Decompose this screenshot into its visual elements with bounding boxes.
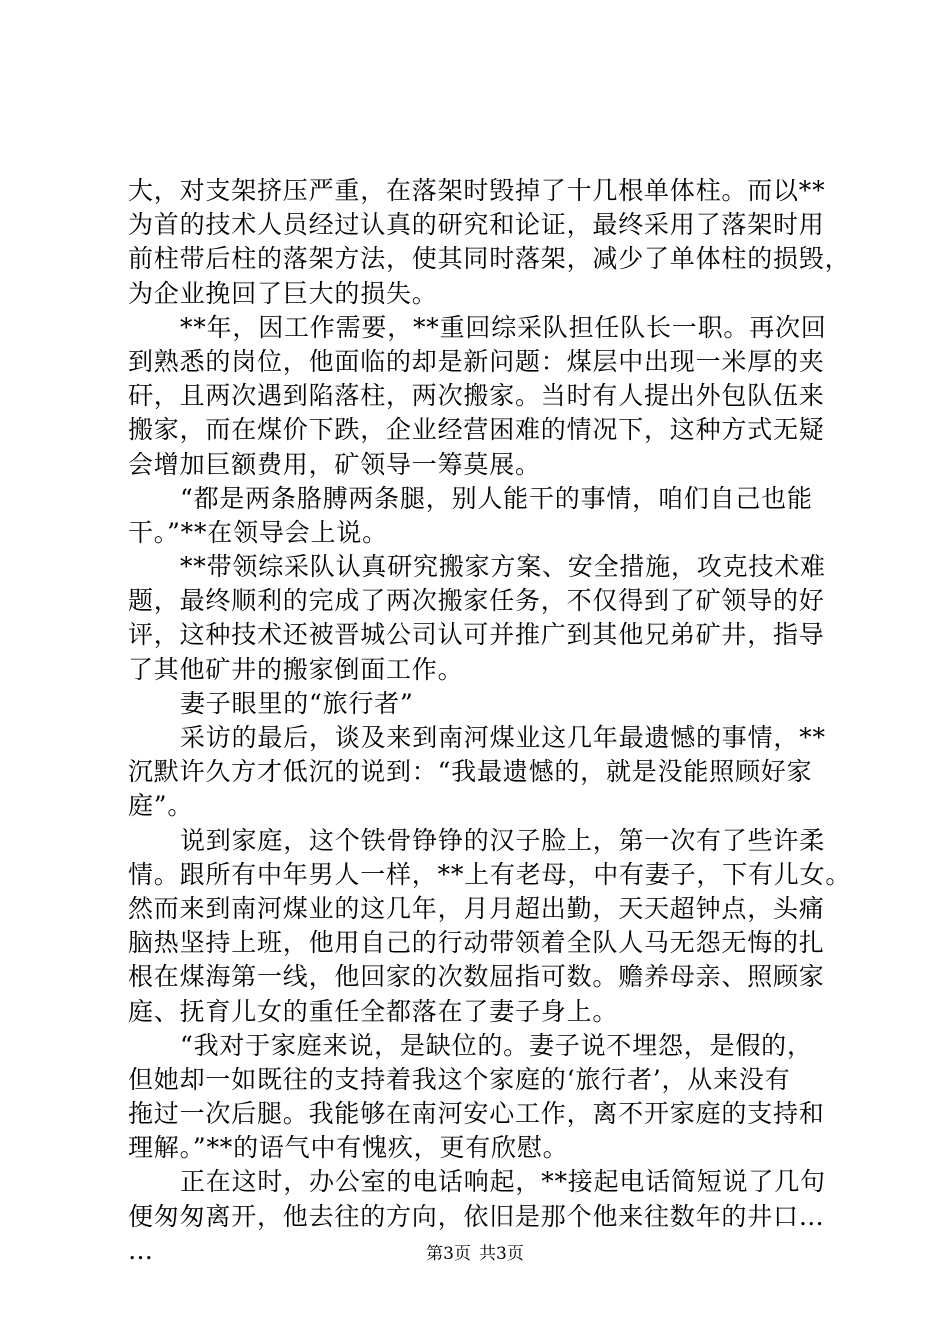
text-line: 然而来到南河煤业的这几年，月月超出勤，天天超钟点，头痛 — [128, 893, 825, 923]
text-line: 庭、抚育儿女的重任全都落在了妻子身上。 — [128, 996, 619, 1026]
text-line: 大，对支架挤压严重，在落架时毁掉了十几根单体柱。而以** — [128, 176, 826, 205]
text-line: 情。跟所有中年男人一样，**上有老母，中有妻子，下有儿女。 — [128, 859, 852, 889]
text-line: 会增加巨额费用，矿领导一筹莫展。 — [128, 449, 541, 479]
document-body — [128, 174, 852, 1268]
page-footer — [0, 1243, 950, 1265]
text-line: 了其他矿井的搬家倒面工作。 — [128, 654, 464, 684]
text-line: 前柱带后柱的落架方法，使其同时落架，减少了单体柱的损毁， — [128, 244, 851, 274]
text-line: 说到家庭，这个铁骨铮铮的汉子脸上，第一次有了些许柔 — [180, 825, 826, 855]
text-line: 搬家，而在煤价下跌，企业经营困难的情况下，这种方式无疑 — [128, 415, 825, 445]
text-line: 采访的最后，谈及来到南河煤业这几年最遗憾的事情，** — [180, 723, 826, 752]
text-line: 为企业挽回了巨大的损失。 — [128, 278, 438, 308]
text-line: 到熟悉的岗位，他面临的却是新问题：煤层中出现一米厚的夹 — [128, 346, 825, 376]
text-line: 理解。”**的语气中有愧疚，更有欣慰。 — [128, 1133, 569, 1163]
text-line: 拖过一次后腿。我能够在南河安心工作，离不开家庭的支持和 — [128, 1099, 825, 1129]
text-line: … — [128, 1235, 154, 1265]
text-line: **带领综采队认真研究搬家方案、安全措施，攻克技术难 — [180, 552, 826, 582]
text-line: 妻子眼里的“旅行者” — [180, 688, 414, 718]
text-line: 便匆匆离开，他去往的方向，依旧是那个他来往数年的井口… — [128, 1201, 825, 1231]
text-line: 但她却一如既往的支持着我这个家庭的‘旅行者’，从来没有 — [128, 1064, 791, 1094]
text-line: 矸，且两次遇到陷落柱，两次搬家。当时有人提出外包队伍来 — [128, 381, 825, 411]
text-line: 根在煤海第一线，他回家的次数屈指可数。赡养母亲、照顾家 — [128, 962, 825, 992]
text-line: 题，最终顺利的完成了两次搬家任务，不仅得到了矿领导的好 — [128, 586, 825, 616]
text-line: 为首的技术人员经过认真的研究和论证，最终采用了落架时用 — [128, 210, 825, 240]
text-line: 正在这时，办公室的电话响起，**接起电话简短说了几句 — [180, 1167, 826, 1197]
text-line: 评，这种技术还被晋城公司认可并推广到其他兄弟矿井，指导 — [128, 620, 825, 650]
text-line: 干。”**在领导会上说。 — [128, 517, 388, 547]
text-line: 庭”。 — [128, 791, 194, 821]
text-line: “我对于家庭来说，是缺位的。妻子说不埋怨，是假的， — [180, 1030, 813, 1060]
text-line: 沉默许久方才低沉的说到：“我最遗憾的，就是没能照顾好家 — [128, 757, 813, 787]
text-line: “都是两条胳膊两条腿，别人能干的事情，咱们自己也能 — [180, 483, 813, 513]
text-line: 脑热坚持上班，他用自己的行动带领着全队人马无怨无悔的扎 — [128, 928, 825, 958]
page-total: 共3页 — [479, 1244, 524, 1264]
text-line: **年，因工作需要，**重回综采队担任队长一职。再次回 — [180, 312, 827, 342]
page-number: 第3页 — [426, 1244, 471, 1264]
